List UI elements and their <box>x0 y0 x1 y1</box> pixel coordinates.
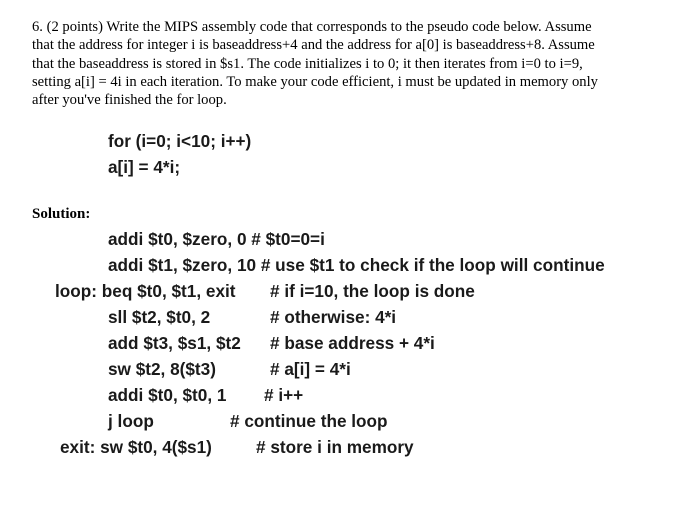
solution-code-line: j loop <box>108 411 154 431</box>
solution-comment: # store i in memory <box>256 437 414 457</box>
solution-comment: # otherwise: 4*i <box>270 307 397 327</box>
solution-code-line: sll $t2, $t0, 2 <box>108 307 211 327</box>
solution-code-line: exit: sw $t0, 4($s1) <box>60 437 212 457</box>
solution-label: Solution: <box>32 206 91 222</box>
solution-code-line: addi $t0, $t0, 1 <box>108 385 227 405</box>
solution-code-line: loop: beq $t0, $t1, exit <box>55 281 236 301</box>
question-line: after you've finished the for loop. <box>32 92 227 109</box>
question-line: that the baseaddress is stored in $s1. The code initializes i to 0; it then iterates from i=0 to i=9, <box>32 55 583 72</box>
question-line: 6. (2 points) Write the MIPS assembly code that corresponds to the pseudo code below. Assume <box>32 19 592 35</box>
pseudo-code-line-for: for (i=0; i<10; i++) <box>108 131 252 151</box>
solution-code-line: addi $t1, $zero, 10 # use $t1 to check if the loop will continue <box>108 255 605 275</box>
solution-comment: # i++ <box>264 385 304 405</box>
solution-comment: # base address + 4*i <box>270 333 435 353</box>
question-line: setting a[i] = 4i in each iteration. To make your code efficient, i must be updated in memory only <box>32 73 598 90</box>
solution-comment: # a[i] = 4*i <box>270 359 351 379</box>
question-line: that the address for integer i is baseaddress+4 and the address for a[0] is baseaddress+8. Assume <box>32 37 595 54</box>
solution-comment: # if i=10, the loop is done <box>270 281 475 301</box>
solution-code-line: sw $t2, 8($t3) <box>108 359 216 379</box>
solution-comment: # continue the loop <box>230 411 388 431</box>
solution-code-line: addi $t0, $zero, 0 # $t0=0=i <box>108 229 325 249</box>
pseudo-code-line-assign: a[i] = 4*i; <box>108 157 181 177</box>
solution-code-line: add $t3, $s1, $t2 <box>108 333 241 353</box>
question-text <box>32 18 672 109</box>
